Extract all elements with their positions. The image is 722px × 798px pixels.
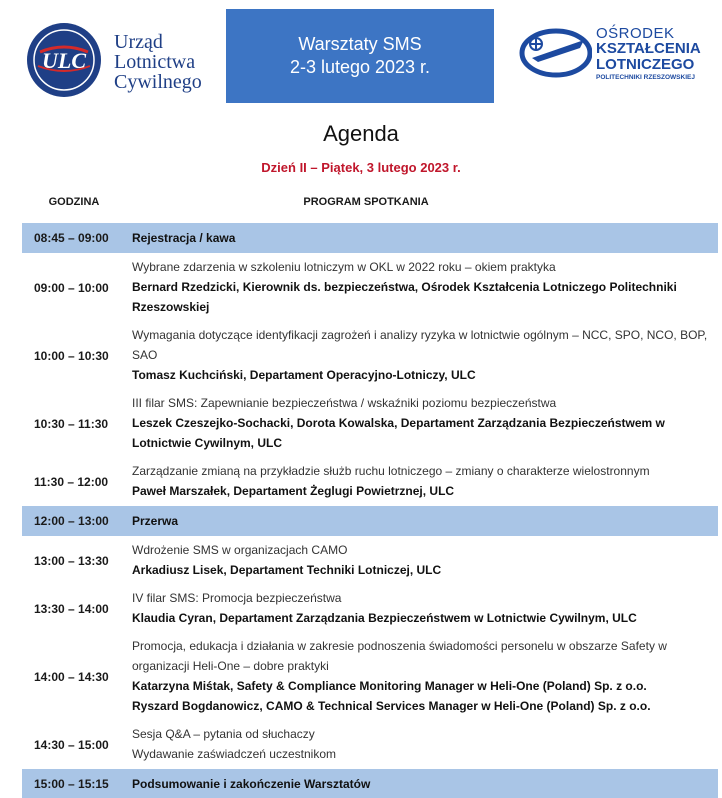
day-subtitle: Dzień II – Piątek, 3 lutego 2023 r. xyxy=(261,160,461,175)
agenda-time: 08:45 – 09:00 xyxy=(34,231,109,245)
agenda-topic: Zarządzanie zmianą na przykładzie służb ruchu lotniczego – zmiany o charakterze wielostronnym xyxy=(132,464,650,478)
agenda-program xyxy=(124,322,718,389)
agenda-topic: IV filar SMS: Promocja bezpieczeństwa xyxy=(132,591,342,605)
agenda-column-headers xyxy=(22,196,718,212)
page-header xyxy=(0,8,722,104)
agenda-speaker: Katarzyna Miśtak, Safety & Compliance Monitoring Manager w Heli-One (Poland) Sp. z o.o. xyxy=(132,679,647,693)
agenda-program xyxy=(124,633,718,720)
agenda-time: 11:30 – 12:00 xyxy=(34,474,109,489)
agenda-program xyxy=(124,458,718,505)
ulc-name-line: Cywilnego xyxy=(114,71,202,93)
agenda-topic: Wymagania dotyczące identyfikacji zagrożeń i analizy ryzyka w lotnictwie ogólnym – NCC, SPO, NCO, BOP, SAO xyxy=(132,328,708,362)
agenda-time: 10:30 – 11:30 xyxy=(34,416,109,431)
agenda-speaker: Podsumowanie i zakończenie Warsztatów xyxy=(132,777,371,791)
okl-logo xyxy=(518,22,592,84)
agenda-row xyxy=(22,222,718,253)
agenda-time: 10:00 – 10:30 xyxy=(34,348,109,363)
agenda-program xyxy=(124,585,718,632)
agenda-speaker: Paweł Marszałek, Departament Żeglugi Powietrznej, ULC xyxy=(132,484,455,498)
agenda-time: 14:30 – 15:00 xyxy=(34,737,109,752)
agenda-row xyxy=(22,720,718,768)
agenda-row xyxy=(22,584,718,632)
column-header-program: PROGRAM SPOTKANIA xyxy=(303,196,429,208)
ulc-name-line: Urząd xyxy=(114,31,163,53)
agenda-row xyxy=(22,253,718,321)
agenda-program xyxy=(124,390,718,457)
agenda-speaker: Arkadiusz Lisek, Departament Techniki Lotniczej, ULC xyxy=(132,563,442,577)
okl-name xyxy=(596,26,701,83)
agenda-program xyxy=(124,506,718,536)
agenda-program xyxy=(124,721,718,768)
column-header-time: GODZINA xyxy=(48,196,100,208)
banner-title: Warsztaty SMS xyxy=(298,34,422,54)
agenda-speaker: Przerwa xyxy=(132,514,179,528)
agenda-time: 12:00 – 13:00 xyxy=(34,514,109,528)
okl-name-line: OŚRODEK xyxy=(596,25,675,42)
agenda-topic: Wdrożenie SMS w organizacjach CAMO xyxy=(132,543,348,557)
ulc-logo-text: ULC xyxy=(42,48,86,73)
agenda-table xyxy=(22,222,718,798)
agenda-time: 13:30 – 14:00 xyxy=(34,601,109,616)
ulc-name xyxy=(114,32,202,92)
agenda-row xyxy=(22,389,718,457)
okl-name-line: KSZTAŁCENIA xyxy=(596,40,701,57)
agenda-topic: III filar SMS: Zapewnianie bezpieczeństwa / wskaźniki poziomu bezpieczeństwa xyxy=(132,396,557,410)
okl-name-line: POLITECHNIKI RZESZOWSKIEJ xyxy=(596,74,695,81)
agenda-program xyxy=(124,223,718,253)
agenda-time: 14:00 – 14:30 xyxy=(34,669,109,684)
agenda-speaker: Klaudia Cyran, Departament Zarządzania Bezpieczeństwem w Lotnictwie Cywilnym, ULC xyxy=(132,611,637,625)
agenda-program xyxy=(124,537,718,584)
agenda-speaker: Ryszard Bogdanowicz, CAMO & Technical Services Manager w Heli-One (Poland) Sp. z o.o. xyxy=(132,699,651,713)
agenda-row xyxy=(22,321,718,389)
agenda-time: 09:00 – 10:00 xyxy=(34,280,109,295)
agenda-row xyxy=(22,632,718,720)
agenda-row xyxy=(22,768,718,798)
ulc-name-line: Lotnictwa xyxy=(114,51,196,73)
agenda-time: 13:00 – 13:30 xyxy=(34,553,109,568)
agenda-time: 15:00 – 15:15 xyxy=(34,777,109,791)
agenda-row xyxy=(22,457,718,505)
agenda-speaker: Tomasz Kuchciński, Departament Operacyjno-Lotniczy, ULC xyxy=(132,368,476,382)
banner-dates: 2-3 lutego 2023 r. xyxy=(289,57,431,77)
agenda-topic: Sesja Q&A – pytania od słuchaczy xyxy=(132,727,315,741)
agenda-speaker: Rejestracja / kawa xyxy=(132,231,236,245)
agenda-speaker: Bernard Rzedzicki, Kierownik ds. bezpieczeństwa, Ośrodek Kształcenia Lotniczego Politechniki Rzeszowskiej xyxy=(132,280,677,314)
agenda-topic: Promocja, edukacja i działania w zakresie podnoszenia świadomości personelu w obszarze Safety w organizacji Heli-One – dobre praktyki xyxy=(132,639,667,673)
agenda-program xyxy=(124,254,718,321)
agenda-program xyxy=(124,769,718,798)
ulc-logo xyxy=(26,22,102,98)
okl-name-line: LOTNICZEGO xyxy=(596,56,695,73)
agenda-speaker: Leszek Czeszejko-Sochacki, Dorota Kowalska, Departament Zarządzania Bezpieczeństwem w Lotnictwie Cywilnym, ULC xyxy=(132,416,665,450)
agenda-topic: Wybrane zdarzenia w szkoleniu lotniczym w OKL w 2022 roku – okiem praktyka xyxy=(132,260,556,274)
page-title: Agenda xyxy=(323,121,399,146)
agenda-row xyxy=(22,536,718,584)
agenda-row xyxy=(22,505,718,536)
event-banner xyxy=(226,9,494,103)
agenda-topic: Wydawanie zaświadczeń uczestnikom xyxy=(132,747,336,761)
